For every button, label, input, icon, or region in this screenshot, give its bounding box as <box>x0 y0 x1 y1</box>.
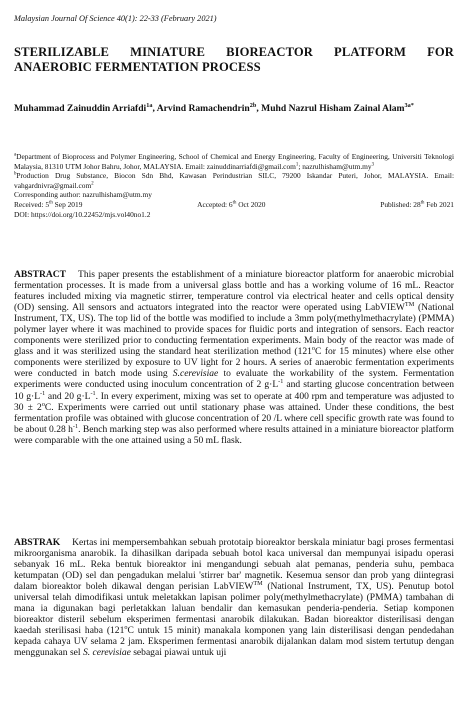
affiliations <box>14 152 454 219</box>
paper-title: STERILIZABLE MINIATURE BIOREACTOR PLATFORM FOR ANAEROBIC FERMENTATION PROCESS <box>14 45 454 74</box>
organism-name: S. cerevisiae <box>82 647 131 659</box>
affiliation-a: $^a$Department of Bioprocess and Polymer Engineering, School of Chemical and Energy Engineering, Faculty of Engineering, Universiti Teknologi Malaysia, 81310 UTM Johor Bahru, Johor, MALAYSIA. Email: zainuddinarriafdi@gmail.com$^1$; $nazrulhisham@utm.my^3$ <box>14 152 454 171</box>
author-superscript: 2b <box>249 101 257 109</box>
accepted-date: Accepted: 6th Oct 2020 <box>197 199 266 209</box>
corresponding-author: Corresponding author: nazrulhisham@utm.my <box>14 190 152 200</box>
received-date: Received: 5th Sep 2019 <box>14 199 83 209</box>
author-superscript: 1a <box>146 101 153 109</box>
doi-link[interactable]: DOI: https://doi.org/10.22452/mjs.vol40no1.2 <box>14 209 151 219</box>
author-list: Muhammad Zainuddin Arriafdi$^{1a}$, Arvind Ramachendrin$^{2b}$, Muhd Nazrul Hisham Zainal Alam$^{3a*}$ <box>14 101 414 114</box>
journal-header: Malaysian Journal Of Science 40(1): 22-33 (February 2021) <box>14 14 217 23</box>
author-superscript: 3a* <box>404 101 414 109</box>
abstract-english: ABSTRACT This paper presents the establishment of a miniature bioreactor platform for anaerobic microbial fermentation processes. It is made from a universal glass bottle and has a working volume of 16 mL. Reactor features included mixing via magnetic stirrer, temperature control via electrical heater and cells optical density (OD) sensing. All sensors and actuators integrated into the reactor were operated using LabVIEW™ (National Instrument, TX, US). The top lid of the bottle was modified to include a 3mm poly(methylmethacrylate) (PMMA) polymer layer where it was machined to provide spaces for fluidic ports and integration of sensors. Each reactor components were sterilized prior to conducting fermentation experiments. Main body of the reactor was made of glass and it was sterilized using the standard heat sterilization method (121$^o$C for 15 minutes) where else other components were sterilized by exposure to UV light for 2 hours. A series of anaerobic fermentation experiments were conducted in batch mode using S.cerevisiae to evaluate the workability of the system. Fermentation experiments were conducted using inoculum concentration of 2 $g\cdot L^{-1}$ and starting glucose concentration between 10 $g\cdot L^{-1}$ and 20 $g\cdot L^{-1}$. In every experiment, mixing was set to operate at 400 rpm and temperature was adjusted to $30 \pm 2^oC$. Experiments were carried out until stationary phase was attained. Under these conditions, the best fermentation profile was obtained with glucose concentration of 20 /L where cell specific growth rate was found to be about 0.28 $h^{-1}$. Bench marking step was also performed where results attained in a miniature bioreactor platform were comparable with the one attained using a 50 mL flask. <box>14 269 454 446</box>
author-name: Muhd Nazrul Hisham Zainal Alam <box>261 103 405 114</box>
organism-name: S.cerevisiae <box>172 368 219 380</box>
published-date: Published: 28th Feb 2021 <box>380 199 454 209</box>
abstract-heading: ABSTRACT <box>14 269 66 280</box>
abstrak-heading: ABSTRAK <box>14 537 61 548</box>
article-dates <box>14 200 454 210</box>
author-name: Arvind Ramachendrin <box>156 103 250 114</box>
author-name: Muhammad Zainuddin Arriafdi <box>14 103 147 114</box>
abstract-malay: ABSTRAK Kertas ini mempersembahkan sebuah prototaip bioreaktor berskala miniatur bagi proses fermentasi mikroorganisma anarobik. Ia dihasilkan daripada sebuah botol kaca universal dan mempunyai isipadu operasi sebanyak 16 mL. Reka bentuk bioreaktor ini mengandungi sebuah alat pemanas, penderia suhu, pembaca ketumpatan (OD) sel dan pengadukan melalui 'stirrer bar' magnetik. Kesemua sensor dan prob yang diintegrasi dalam bioreaktor boleh dikawal dengan perisian LabVIEW™ (National Instrument, TX, US). Penutup botol universal telah dimodifikasi untuk meletakkan lapisan polimer poly(methylmethacrylate) (PMMA) tambahan di mana ia digunakan bagi perletakkan laluan bendalir dan kemasukan penderia-penderia. Setiap komponen bioreaktor disteril sebelum eksperimen fermentasi anarobik dilakukan. Badan bioreaktor disterilisasi dengan kaedah sterilisasi haba (121$^o$C untuk 15 minit) manakala komponen yang lain disterilisasi dengan pendedahan kepada cahaya UV selama 2 jam. Eksperimen fermentasi anarobik dijalankan dalam mod sistem tertutup dengan menggunakan sel S. cerevisiae sebagai piawai untuk uji <box>14 537 454 659</box>
affiliation-b: $^b$Production Drug Substance, Biocon Sdn Bhd, Kawasan Perindustrian SILC, 79200 Iskandar Puteri, Johor, MALAYSIA. Email: vahgardnivra@gmail.com$^2$ <box>14 171 454 190</box>
